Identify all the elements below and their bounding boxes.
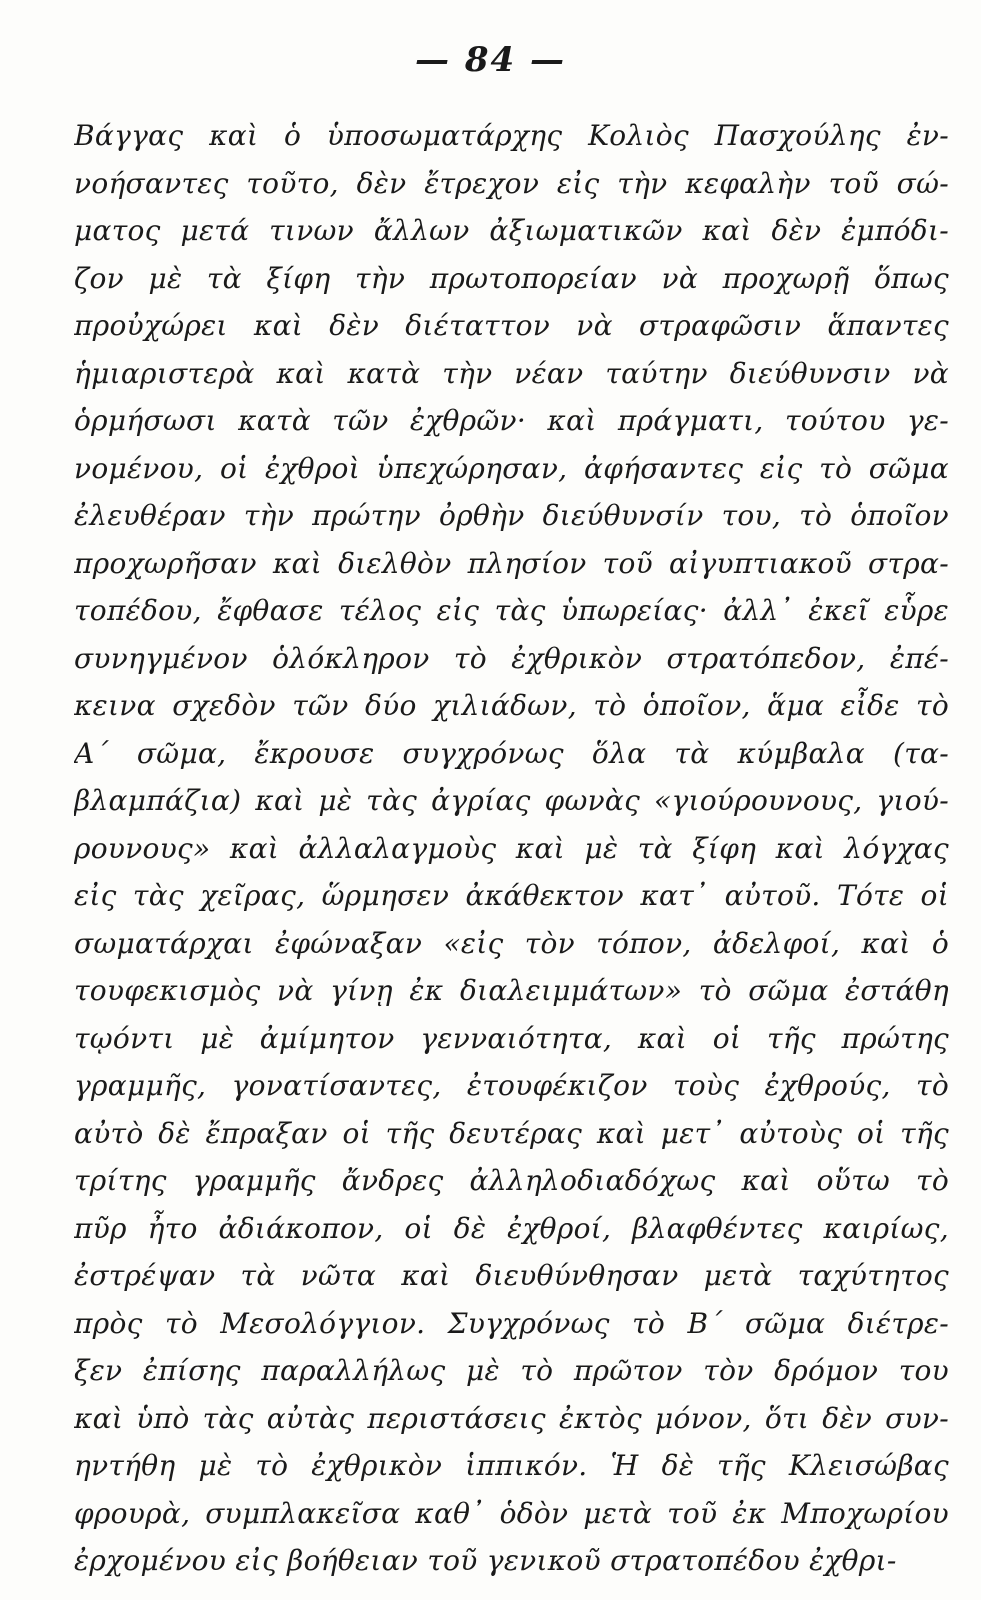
text-line: ὁρμήσωσι κατὰ τῶν ἐχθρῶν· καὶ πράγματι, τούτου γε- — [74, 404, 949, 437]
text-line: τῳόντι μὲ ἀμίμητον γενναιότητα, καὶ οἱ τῆς πρώτης — [74, 1021, 949, 1055]
text-line: ξεν ἐπίσης παραλλήλως μὲ τὸ πρῶτον τὸν δρόμον του — [74, 1354, 949, 1387]
text-line: ηντήθη μὲ τὸ ἐχθρικὸν ἱππικόν. Ἡ δὲ τῆς Κλεισώβας — [74, 1449, 949, 1482]
text-line: ματος μετά τινων ἄλλων ἀξιωματικῶν καὶ δὲν ἐμπόδι- — [74, 214, 949, 247]
text-line: γραμμῆς, γονατίσαντες, ἐτουφέκιζον τοὺς ἐχθρούς, τὸ — [74, 1069, 949, 1102]
text-line: πῦρ ἦτο ἀδιάκοπον, οἱ δὲ ἐχθροί, βλαφθέντες καιρίως, — [74, 1211, 949, 1245]
page-number: — 84 — — [415, 40, 566, 80]
text-line: ἐλευθέραν τὴν πρώτην ὀρθὴν διεύθυνσίν του, τὸ ὁποῖον — [74, 499, 949, 532]
text-line: καὶ ὑπὸ τὰς αὐτὰς περιστάσεις ἐκτὸς μόνον, ὅτι δὲν συν- — [74, 1401, 949, 1435]
body-text — [74, 112, 949, 1585]
text-line: εἰς τὰς χεῖρας, ὥρμησεν ἀκάθεκτον κατ᾽ αὐτοῦ. Τότε οἱ — [74, 879, 949, 912]
text-line: ζον μὲ τὰ ξίφη τὴν πρωτοπορείαν νὰ προχωρῇ ὅπως — [74, 261, 949, 295]
text-line: προχωρῆσαν καὶ διελθὸν πλησίον τοῦ αἰγυπτιακοῦ στρα- — [74, 546, 949, 580]
text-line: συνηγμένον ὁλόκληρον τὸ ἐχθρικὸν στρατόπεδον, ἐπέ- — [74, 641, 949, 675]
text-line: ρουνους» καὶ ἀλλαλαγμοὺς καὶ μὲ τὰ ξίφη καὶ λόγχας — [74, 831, 949, 865]
text-line: σωματάρχαι ἐφώναξαν «εἰς τὸν τόπον, ἀδελφοί, καὶ ὁ — [74, 926, 949, 960]
text-line: αὐτὸ δὲ ἔπραξαν οἱ τῆς δευτέρας καὶ μετ᾽ αὐτοὺς οἱ τῆς — [74, 1116, 949, 1150]
text-line: τοπέδου, ἔφθασε τέλος εἰς τὰς ὑπωρείας· ἀλλ᾽ ἐκεῖ εὗρε — [74, 594, 949, 627]
text-line: ἐρχομένου εἰς βοήθειαν τοῦ γενικοῦ στρατοπέδου ἐχθρι- — [74, 1544, 897, 1577]
text-line: κεινα σχεδὸν τῶν δύο χιλιάδων, τὸ ὁποῖον, ἅμα εἶδε τὸ — [74, 689, 949, 722]
text-line: ἐστρέψαν τὰ νῶτα καὶ διευθύνθησαν μετὰ ταχύτητος — [74, 1259, 949, 1292]
text-line: προὐχώρει καὶ δὲν διέταττον νὰ στραφῶσιν ἅπαντες — [74, 309, 949, 342]
text-line: τρίτης γραμμῆς ἄνδρες ἀλληλοδιαδόχως καὶ οὕτω τὸ — [74, 1164, 949, 1197]
text-line: Βάγγας καὶ ὁ ὑποσωματάρχης Κολιὸς Πασχούλης ἐν- — [74, 119, 949, 152]
text-line: βλαμπάζια) καὶ μὲ τὰς ἀγρίας φωνὰς «γιούρουνους, γιού- — [74, 784, 949, 817]
text-line: νοήσαντες τοῦτο, δὲν ἔτρεχον εἰς τὴν κεφαλὴν τοῦ σώ- — [74, 166, 949, 200]
text-line: Α΄ σῶμα, ἔκρουσε συγχρόνως ὅλα τὰ κύμβαλα (τα- — [74, 736, 949, 770]
text-line: τουφεκισμὸς νὰ γίνῃ ἐκ διαλειμμάτων» τὸ σῶμα ἐστάθη — [74, 974, 949, 1007]
text-line: ἡμιαριστερὰ καὶ κατὰ τὴν νέαν ταύτην διεύθυνσιν νὰ — [74, 356, 949, 390]
text-line: φρουρὰ, συμπλακεῖσα καθ᾽ ὁδὸν μετὰ τοῦ ἐκ Μποχωρίου — [74, 1496, 949, 1530]
text-line: νομένου, οἱ ἐχθροὶ ὑπεχώρησαν, ἀφήσαντες εἰς τὸ σῶμα — [74, 451, 949, 485]
text-line: πρὸς τὸ Μεσολόγγιον. Συγχρόνως τὸ Β΄ σῶμα διέτρε- — [74, 1306, 949, 1340]
